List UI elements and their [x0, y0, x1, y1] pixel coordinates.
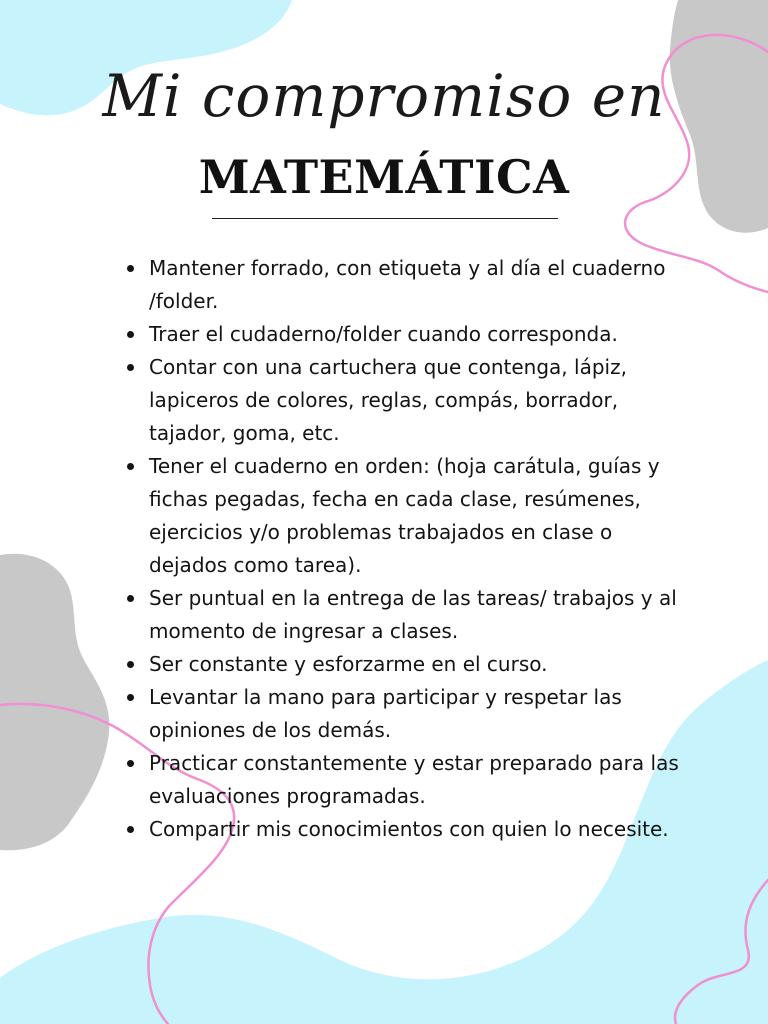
main-title: MATEMÁTICA: [198, 150, 570, 204]
title-underline: [212, 218, 558, 219]
bullet-icon: [127, 694, 134, 701]
list-item: [124, 450, 684, 582]
commitment-list: [124, 252, 684, 846]
bullet-icon: [127, 760, 134, 767]
list-item-text: Contar con una cartuchera que contenga, lápiz, lapiceros de colores, reglas, compás, borrador, tajador, goma, etc.: [149, 355, 627, 445]
blob-left-gray: [0, 554, 109, 851]
bullet-icon: [127, 661, 134, 668]
list-item: [124, 747, 684, 813]
script-title: Mi compromiso en: [102, 62, 666, 130]
list-item: [124, 351, 684, 450]
list-item: [124, 681, 684, 747]
bullet-icon: [127, 463, 134, 470]
bullet-icon: [127, 826, 134, 833]
list-item-text: Compartir mis conocimientos con quien lo necesite.: [149, 817, 669, 841]
list-item-text: Ser constante y esforzarme en el curso.: [149, 652, 548, 676]
list-item: [124, 648, 684, 681]
bullet-icon: [127, 265, 134, 272]
list-item-text: Mantener forrado, con etiqueta y al día el cuaderno /folder.: [149, 256, 666, 313]
list-item: [124, 318, 684, 351]
list-item-text: Traer el cudaderno/folder cuando corresponda.: [149, 322, 618, 346]
bullet-icon: [127, 364, 134, 371]
list-item-text: Levantar la mano para participar y respetar las opiniones de los demás.: [149, 685, 622, 742]
list-item: [124, 813, 684, 846]
list-item: [124, 582, 684, 648]
list-item-text: Practicar constantemente y estar preparado para las evaluaciones programadas.: [149, 751, 679, 808]
list-item: [124, 252, 684, 318]
list-item-text: Tener el cuaderno en orden: (hoja carátula, guías y fichas pegadas, fecha en cada clase, resúmenes, ejercicios y/o problemas trabajados en clase o dejados como tarea).: [149, 454, 660, 577]
bullet-icon: [127, 595, 134, 602]
list-item-text: Ser puntual en la entrega de las tareas/ trabajos y al momento de ingresar a clases.: [149, 586, 677, 643]
bullet-icon: [127, 331, 134, 338]
